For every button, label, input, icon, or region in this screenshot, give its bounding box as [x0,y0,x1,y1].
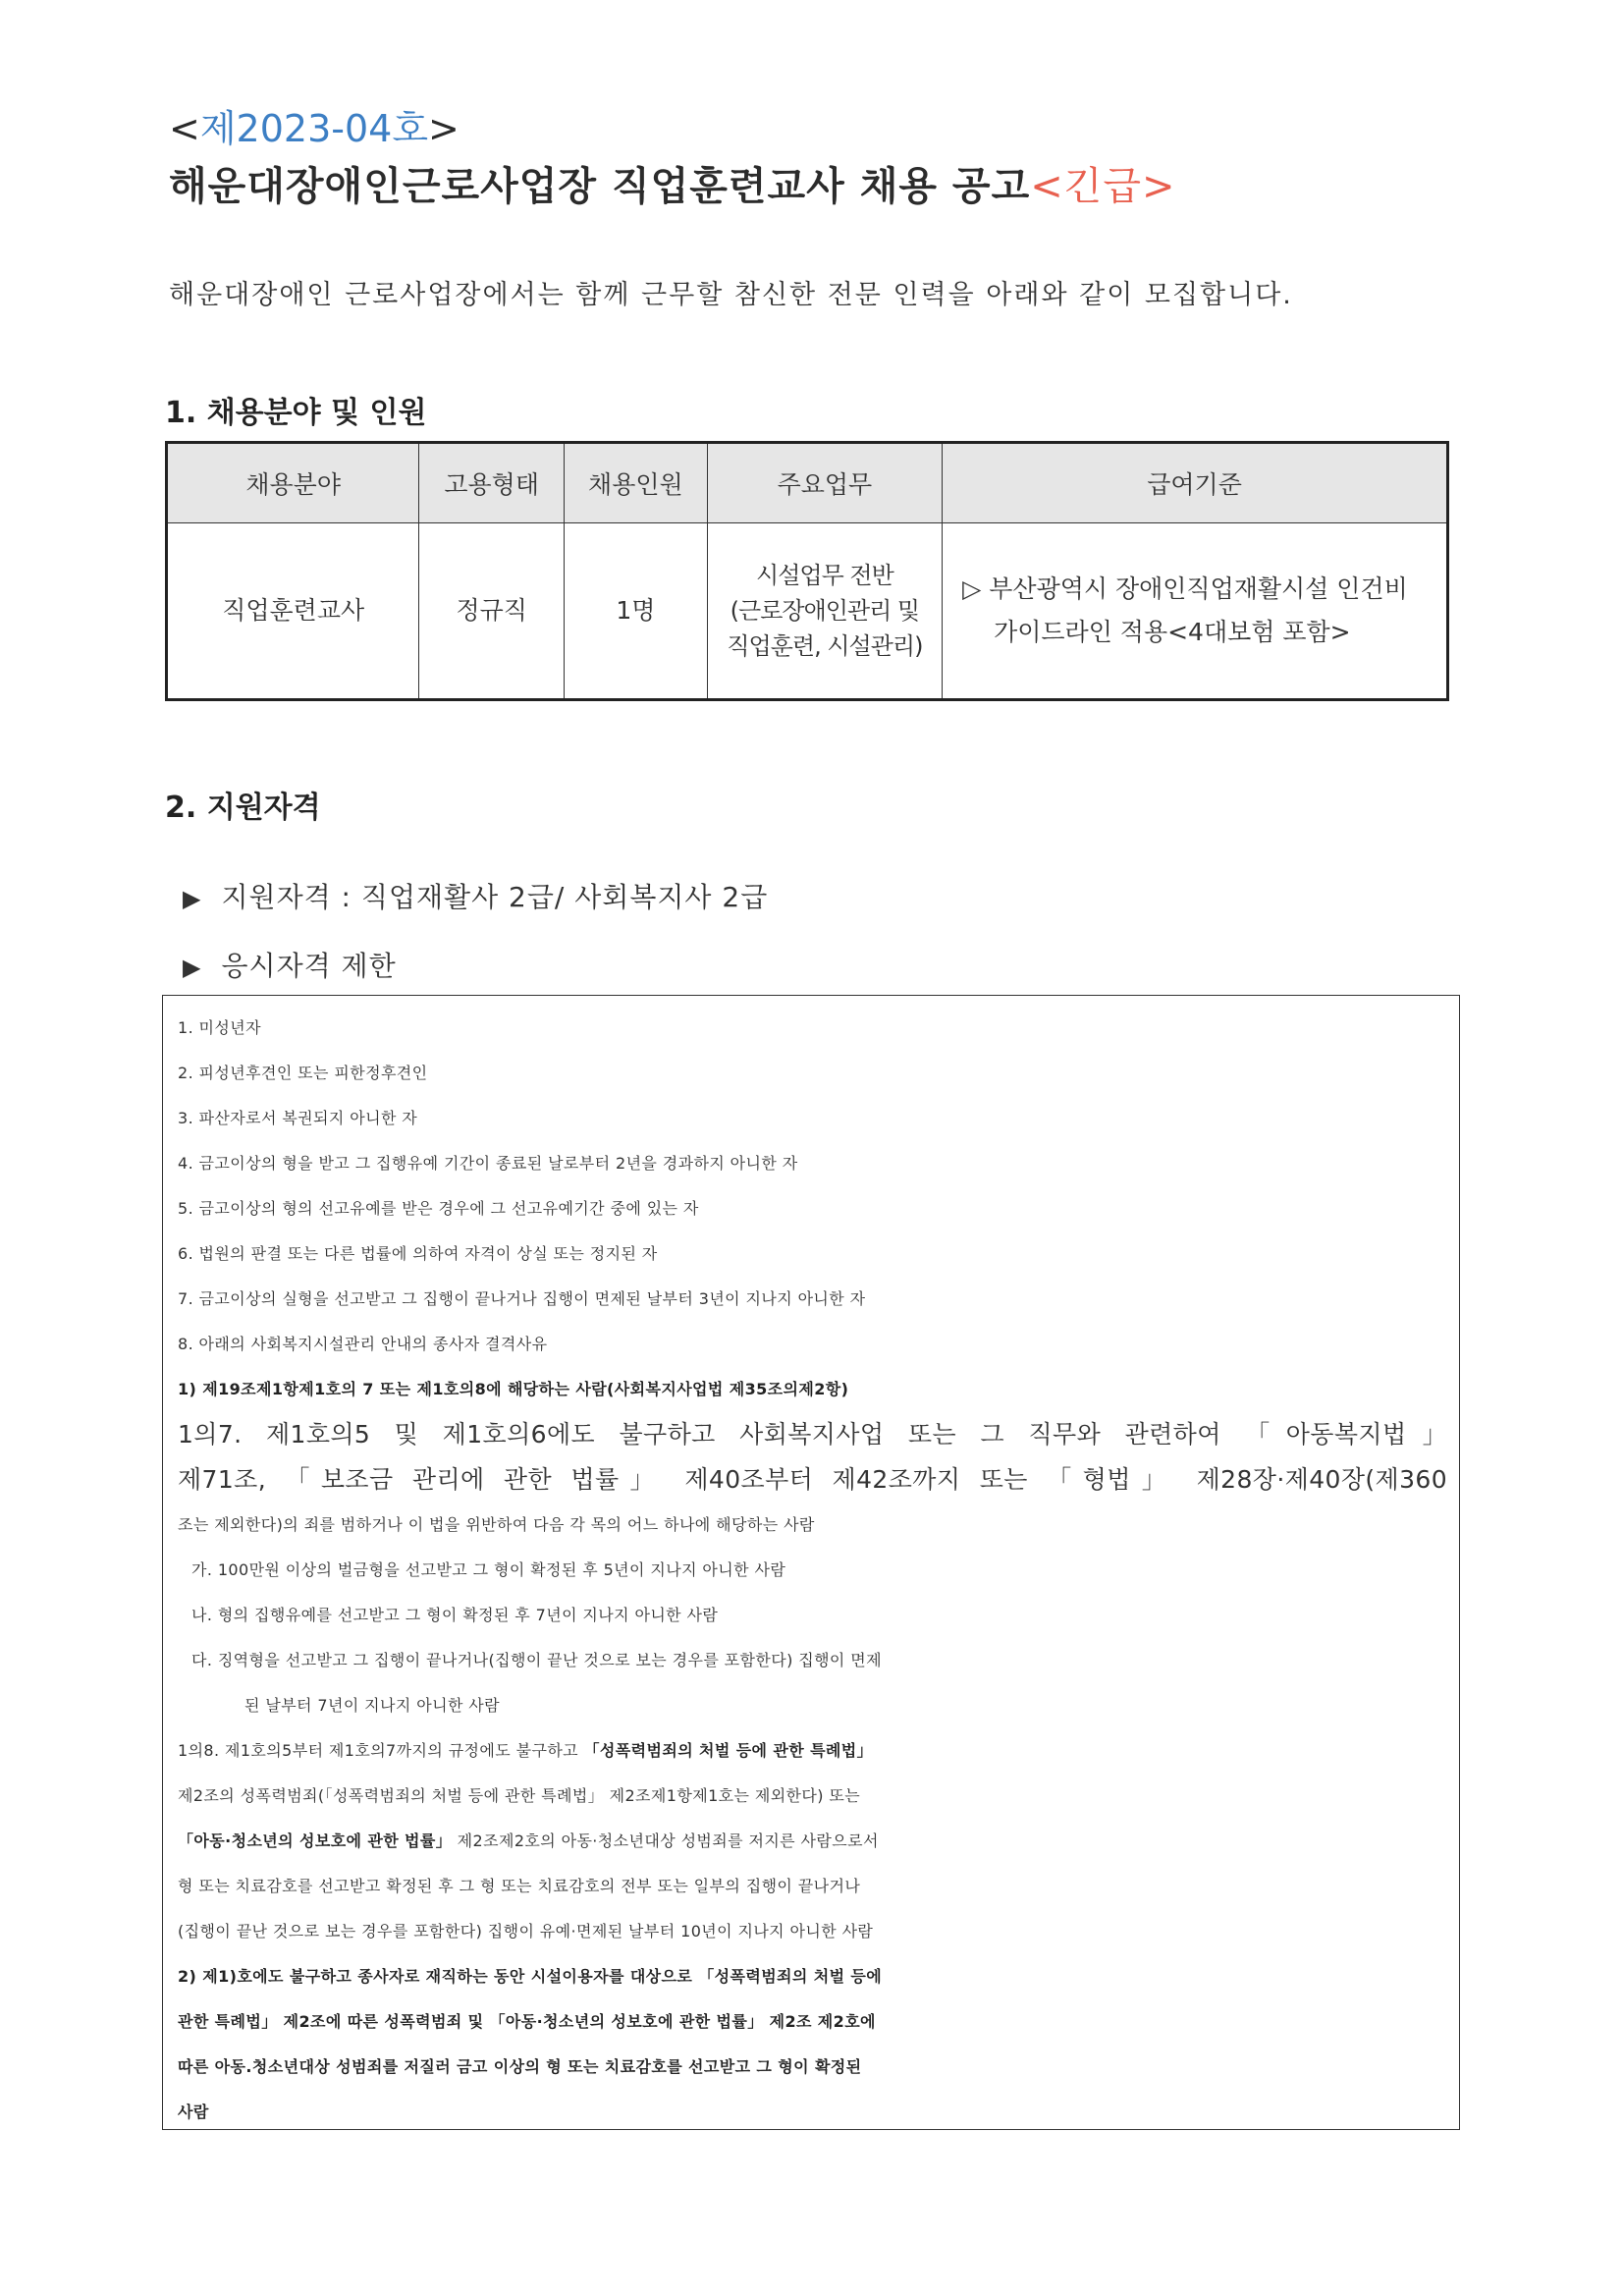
salary-line: 가이드라인 적용<4대보험 포함> [994,618,1351,646]
list-item: 1. 미성년자 [178,1018,261,1037]
col-header-field: 채용분야 [167,443,419,523]
sub2-line: 2) 제1)호에도 불구하고 종사자로 재직하는 동안 시설이용자를 대상으로 「성폭력범죄의 처벌 등에 [178,1967,883,1986]
sub1-item: 다. 징역형을 선고받고 그 집행이 끝나거나(집행이 끝난 것으로 보는 경우를 포함한다) 집행이 면제 [191,1651,882,1669]
cell-count: 1명 [565,523,708,700]
qualification-line [183,876,768,915]
list-item: 4. 금고이상의 형을 받고 그 집행유예 기간이 종료된 날로부터 2년을 경과하지 아니한 자 [178,1154,798,1173]
title-text: 해운대장애인근로사업장 직업훈련교사 채용 공고 [169,164,1031,209]
duty-line: (근로장애인관리 및 [730,597,920,625]
triangle-bullet-icon: ▶ [183,885,202,912]
col-header-duty: 주요업무 [707,443,942,523]
triangle-bullet-icon: ▶ [183,954,202,981]
duty-line: 직업훈련, 시설관리) [727,632,923,660]
sub1-item: 가. 100만원 이상의 벌금형을 선고받고 그 형이 확정된 후 5년이 지나지 아니한 사람 [191,1560,786,1579]
sub1-para-line: 조는 제외한다)의 죄를 범하거나 이 법을 위반하여 다음 각 목의 어느 하나에 해당하는 사람 [178,1515,815,1534]
sub1-8-line: (집행이 끝난 것으로 보는 경우를 포함한다) 집행이 유예·면제된 날부터 10년이 지나지 아니한 사람 [178,1922,874,1941]
list-item: 5. 금고이상의 형의 선고유예를 받은 경우에 그 선고유예기간 중에 있는 자 [178,1199,699,1218]
section1-heading: 1. 채용분야 및 인원 [165,396,427,430]
table-row [167,523,1448,700]
recruitment-table [165,441,1449,701]
cell-duty [707,523,942,700]
list-item: 8. 아래의 사회복지시설관리 안내의 종사자 결격사유 [178,1335,548,1353]
list-item: 2. 피성년후견인 또는 피한정후견인 [178,1064,428,1082]
cell-salary [943,523,1448,700]
sub2-line: 사람 [178,2103,209,2121]
doc-number-value: 제2023-04호 [199,107,429,150]
doc-number-close: > [428,107,460,150]
sub1-8-text: 1의8. 제1호의5부터 제1호의7까지의 규정에도 불구하고 [178,1741,584,1760]
intro-text: 해운대장애인 근로사업장에서는 함께 근무할 참신한 전문 인력을 아래와 같이 모집합니다. [169,280,1293,310]
col-header-salary: 급여기준 [943,443,1448,523]
list-item: 3. 파산자로서 복권되지 아니한 자 [178,1109,418,1127]
sub1-para-line: 1의7. 제1호의5 및 제1호의6에도 불구하고 사회복지사업 또는 그 직무와 관련하여 「아동복지법」 [178,1420,1447,1449]
col-header-employment: 고용형태 [419,443,565,523]
restriction-title-line [183,945,397,984]
doc-number-open: < [169,107,200,150]
qualification-text: 지원자격 : 직업재활사 2급/ 사회복지사 2급 [221,881,769,913]
sub1-8-line: 제2조의 성폭력범죄(「성폭력범죄의 처벌 등에 관한 특례법」 제2조제1항제1호는 제외한다) 또는 [178,1786,861,1805]
sub2-line: 관한 특례법」 제2조에 따른 성폭력범죄 및 「아동·청소년의 성보호에 관한 법률」 제2조 제2호에 [178,2012,876,2031]
col-header-count: 채용인원 [565,443,708,523]
sub1-item-cont: 된 날부터 7년이 지나지 아니한 사람 [244,1696,500,1715]
cell-employment: 정규직 [419,523,565,700]
sub1-8-bold-text: 「성폭력범죄의 처벌 등에 관한 특례법」 [583,1741,874,1760]
sub1-item: 나. 형의 집행유예를 선고받고 그 형이 확정된 후 7년이 지나지 아니한 사람 [191,1606,719,1624]
list-item: 6. 법원의 판결 또는 다른 법률에 의하여 자격이 상실 또는 정지된 자 [178,1244,658,1263]
salary-line: ▷ 부산광역시 장애인직업재활시설 인건비 [962,574,1408,603]
urgent-tag: <긴급> [1030,164,1176,209]
document-number [169,98,460,152]
page-title [169,155,1176,211]
cell-field: 직업훈련교사 [167,523,419,700]
restriction-box [162,995,1460,2130]
sub1-8-line: 형 또는 치료감호를 선고받고 확정된 후 그 형 또는 치료감호의 전부 또는 일부의 집행이 끝나거나 [178,1877,861,1895]
restriction-title-text: 응시자격 제한 [221,950,397,982]
sub2-line: 따른 아동.청소년대상 성범죄를 저질러 금고 이상의 형 또는 치료감호를 선고받고 그 형이 확정된 [178,2057,862,2076]
section2-heading: 2. 지원자격 [165,791,321,825]
sub1-para-line: 제71조, 「보조금 관리에 관한 법률」 제40조부터 제42조까지 또는 「형법」 제28장·제40장(제360 [178,1465,1447,1494]
table-header-row [167,443,1448,523]
sub1-8-text: 제2조제2호의 아동·청소년대상 성범죄를 저지른 사람으로서 [452,1831,879,1850]
sub1-8-line [178,1728,1447,1774]
list-item: 7. 금고이상의 실형을 선고받고 그 집행이 끝나거나 집행이 면제된 날부터 3년이 지나지 아니한 자 [178,1289,866,1308]
duty-line: 시설업무 전반 [756,562,893,589]
sub1-8-bold-text: 「아동·청소년의 성보호에 관한 법률」 [178,1831,453,1850]
sub1-8-line [178,1819,1447,1864]
sub1-title: 1) 제19조제1항제1호의 7 또는 제1호의8에 해당하는 사람(사회복지사업법 제35조의제2항) [178,1380,849,1398]
